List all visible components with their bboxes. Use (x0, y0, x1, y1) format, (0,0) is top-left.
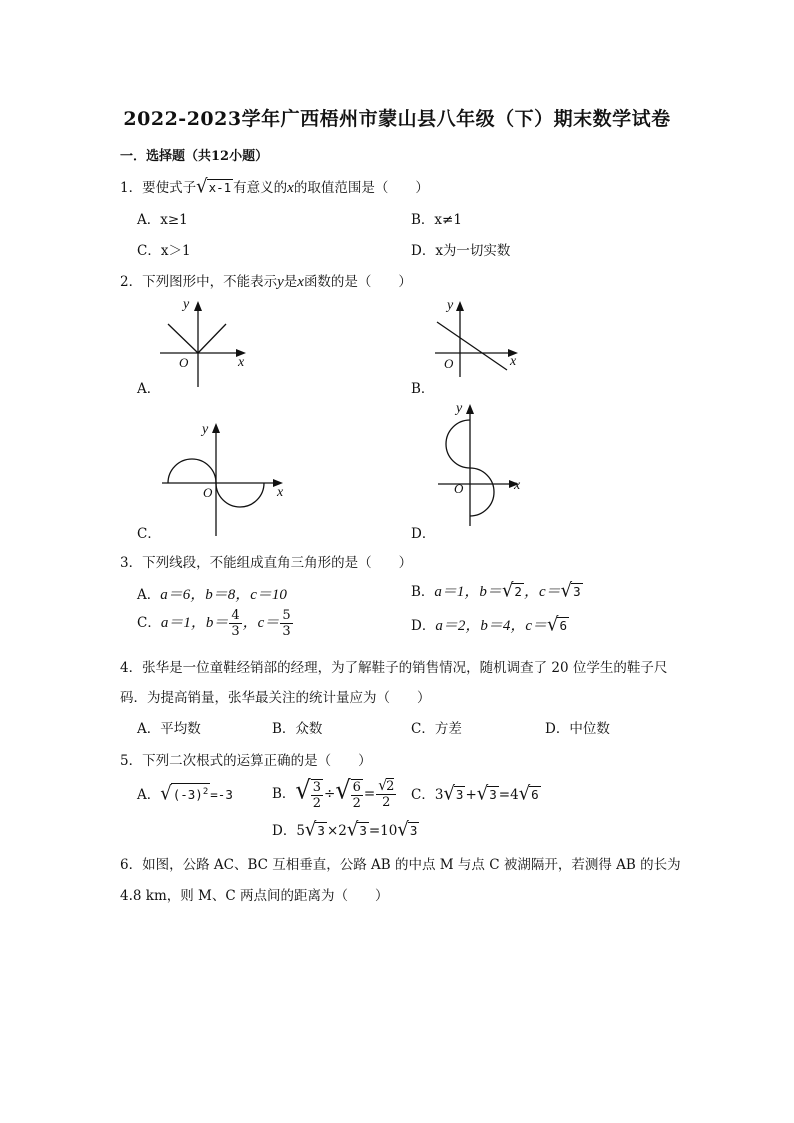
q5-option-a[interactable] (137, 783, 233, 804)
radical-icon: √ (518, 782, 531, 805)
q1-radicand: x-1 (208, 180, 232, 195)
q5-a-res: =-3 (210, 787, 233, 803)
q3-option-a[interactable] (137, 583, 287, 604)
question-6-line2: 4.8 km，则 M、C 两点间的距离为（ ） (120, 888, 389, 904)
q3-c-mid: ，c＝ (242, 615, 280, 631)
q3-c-d1: 3 (231, 624, 240, 639)
q2-option-b[interactable]: B． (411, 381, 435, 397)
radical-icon: √ (196, 175, 208, 198)
q5-option-c[interactable] (411, 783, 541, 804)
question-1-stem (120, 176, 429, 197)
q5-d-r3: 3 (409, 823, 418, 838)
radical-icon: √ (295, 775, 311, 805)
radical-icon: √ (160, 782, 172, 805)
q5-a-rad: (-3) (172, 787, 203, 803)
graph-a-x-label: x (238, 355, 245, 370)
q3-a-text: a＝6，b＝8，c＝10 (160, 587, 287, 603)
q3-b-rad2: 3 (573, 584, 581, 599)
radical-icon: √ (378, 777, 388, 795)
radical-icon: √ (397, 818, 409, 841)
q3-d-pre: a＝2，b＝4，c＝ (435, 618, 547, 634)
q3-c-frac1 (229, 608, 241, 639)
graph-c-y-label: y (202, 422, 209, 437)
q3-c-frac2 (280, 608, 292, 639)
q1-suffix: 有意义的 (233, 180, 288, 196)
radical-icon: √ (501, 579, 514, 602)
q1-var: x (287, 180, 294, 196)
q5-b-frac1 (311, 779, 323, 811)
q4-option-c[interactable]: C．方差 (411, 721, 462, 737)
graph-a-y-label: y (183, 297, 190, 312)
q5-c-r3: 6 (531, 787, 539, 802)
q1-tail: 的取值范围是（ ） (293, 180, 429, 196)
q5-b-rd: 2 (382, 795, 391, 810)
q5-d-t2: ×2 (326, 823, 347, 839)
graph-d-origin: O (454, 481, 464, 496)
q1-option-a[interactable]: A．x≥1 (137, 212, 188, 228)
q3-d-label: D． (411, 618, 436, 634)
q5-b-d2: 2 (352, 795, 361, 811)
radical-icon: √ (443, 782, 455, 805)
q4-option-d[interactable]: D．中位数 (545, 721, 610, 737)
graph-c-origin: O (203, 485, 213, 500)
question-4-line1: 4．张华是一位童鞋经销部的经理，为了解鞋子的销售情况，随机调查了 20 位学生的鞋子尺 (120, 660, 668, 676)
radical-icon: √ (335, 775, 351, 805)
question-3-stem: 3．下列线段，不能组成直角三角形的是（ ） (120, 555, 413, 571)
radical-icon: √ (476, 782, 489, 805)
q3-option-c[interactable] (137, 608, 294, 639)
q5-c-t2: + (465, 787, 477, 803)
q5-a-label: A． (137, 787, 161, 804)
radical-icon: √ (560, 579, 573, 602)
q2-x: x (297, 274, 304, 290)
radical-icon: √ (346, 818, 359, 841)
q5-b-frac2 (351, 779, 363, 811)
q3-d-rad: 6 (559, 618, 568, 633)
q5-d-t0: 5 (296, 823, 305, 839)
q5-d-r1: 3 (317, 823, 325, 838)
section-heading: 一．选择题（共12小题） (120, 149, 269, 164)
q3-b-label: B． (411, 584, 435, 600)
q2-stem-b: 是 (283, 274, 298, 290)
question-2-stem (120, 270, 412, 291)
q2-stem-a: 2．下列图形中，不能表示 (120, 274, 278, 290)
q3-b-text: a＝1，b＝ (434, 584, 502, 600)
q3-c-pre: a＝1，b＝ (160, 615, 229, 631)
q3-option-b[interactable] (411, 580, 583, 601)
q2-option-a[interactable]: A． (137, 381, 161, 397)
q5-b-d1: 2 (312, 795, 321, 811)
graph-a-origin: O (179, 355, 189, 370)
q5-b-label: B． (272, 786, 296, 802)
q5-b-n2: 6 (352, 779, 361, 795)
graph-b-y-label: y (447, 298, 454, 313)
q4-option-a[interactable]: A．平均数 (137, 721, 201, 737)
q5-a-exp: 2 (202, 787, 209, 797)
q5-b-n1: 3 (312, 779, 321, 795)
q3-a-label: A． (137, 587, 161, 603)
q5-c-t4: =4 (498, 787, 519, 803)
q5-b-rn: 2 (386, 779, 395, 794)
graph-c (150, 418, 295, 538)
q2-y: y (277, 274, 284, 290)
q5-c-label: C． (411, 787, 435, 803)
q5-b-rn-wrap (376, 779, 396, 795)
q5-d-label: D． (272, 823, 297, 839)
q1-option-b[interactable]: B．x≠1 (411, 212, 462, 228)
q2-stem-c: 函数的是（ ） (303, 274, 412, 290)
graph-d-x-label: x (514, 478, 521, 493)
page-title: 2022-2023学年广西梧州市蒙山县八年级（下）期末数学试卷 (123, 108, 671, 130)
q5-a-radicand (171, 783, 211, 803)
q5-b-op: ÷ (324, 786, 336, 802)
q5-option-d[interactable] (272, 819, 419, 840)
graph-d-y-label: y (456, 401, 463, 416)
q2-option-d[interactable]: D． (411, 526, 436, 542)
q5-d-r2: 3 (359, 823, 367, 838)
q3-option-d[interactable] (411, 614, 569, 635)
radical-icon: √ (304, 818, 317, 841)
graph-b-x-label: x (510, 354, 517, 369)
question-5-stem: 5．下列二次根式的运算正确的是（ ） (120, 753, 372, 769)
q3-c-d2: 3 (282, 624, 291, 639)
graph-b-origin: O (444, 356, 454, 371)
question-4-line2: 码．为提高销量，张华最关注的统计量应为（ ） (120, 690, 431, 706)
graph-c-x-label: x (277, 485, 284, 500)
q1-option-d[interactable]: D．x为一切实数 (411, 243, 511, 259)
q5-b-eq: = (363, 786, 376, 802)
q2-option-c[interactable]: C． (137, 526, 161, 542)
graph-d (430, 398, 530, 526)
q5-d-t4: =10 (368, 823, 398, 839)
q4-option-b[interactable]: B．众数 (272, 721, 323, 737)
q1-option-c[interactable]: C．x＞1 (137, 243, 191, 259)
q3-b-rad1: 2 (514, 584, 522, 599)
q5-c-r1: 3 (455, 787, 464, 802)
q3-c-n1: 4 (231, 608, 240, 623)
question-6-line1: 6．如图，公路 AC、BC 互相垂直，公路 AB 的中点 M 与点 C 被湖隔开，若测得 AB 的长为 (120, 857, 681, 873)
radical-icon: √ (547, 613, 559, 636)
q5-option-b[interactable] (272, 776, 397, 811)
q3-b-mid: ，c＝ (523, 584, 561, 600)
q5-c-r2: 3 (489, 787, 497, 802)
q3-c-n2: 5 (282, 608, 291, 623)
q5-b-frac3 (376, 779, 396, 810)
q1-prefix: 1．要使式子 (120, 180, 197, 196)
graph-b (425, 292, 530, 382)
graph-a (150, 292, 260, 392)
q3-c-label: C． (137, 615, 161, 631)
q5-c-t0: 3 (434, 787, 444, 803)
